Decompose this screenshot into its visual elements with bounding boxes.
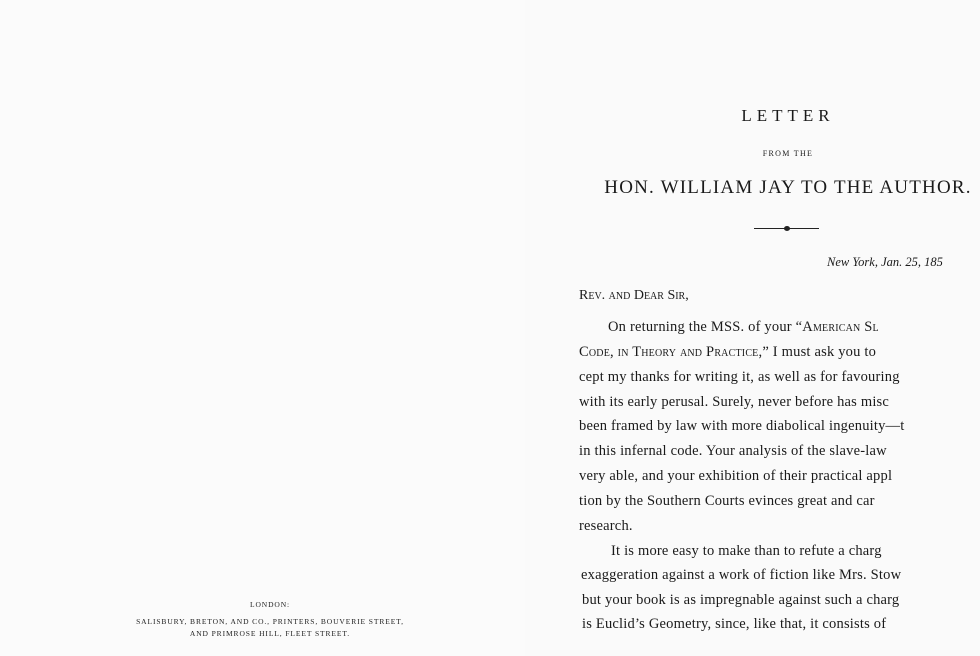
- body-line: On returning the MSS. of your “American Sl: [608, 319, 879, 335]
- imprint-city: LONDON:: [249, 600, 291, 609]
- body-line: Code, in Theory and Practice,” I must ask you to: [579, 344, 877, 360]
- imprint-address: AND PRIMROSE HILL, FLEET STREET.: [189, 629, 351, 638]
- from-the-label: FROM THE: [762, 149, 814, 158]
- salutation: Rev. and Dear Sir,: [579, 288, 689, 303]
- right-page: [528, 0, 980, 656]
- rule-ornament: [784, 226, 790, 231]
- body-line: in this infernal code. Your analysis of the slave-law: [579, 443, 887, 459]
- dateline: New York, Jan. 25, 185: [827, 255, 943, 269]
- body-line: is Euclid’s Geometry, since, like that, it consists of: [582, 616, 887, 632]
- body-line: very able, and your exhibition of their practical appl: [579, 468, 893, 484]
- body-line: tion by the Southern Courts evinces great and car: [579, 493, 875, 509]
- body-line: cept my thanks for writing it, as well as for favouring: [579, 369, 900, 385]
- letter-heading: LETTER: [741, 106, 835, 125]
- body-line: research.: [579, 518, 633, 534]
- imprint-printer: SALISBURY, BRETON, AND CO., PRINTERS, BOUVERIE STREET,: [136, 617, 404, 626]
- body-line: exaggeration against a work of fiction like Mrs. Stow: [581, 567, 902, 583]
- body-line: but your book is as impregnable against such a charg: [582, 592, 900, 608]
- author-line: HON. WILLIAM JAY TO THE AUTHOR.: [604, 177, 972, 198]
- body-line: with its early perusal. Surely, never before has misc: [579, 394, 890, 410]
- body-line: It is more easy to make than to refute a charg: [611, 543, 882, 559]
- body-line: been framed by law with more diabolical ingenuity—t: [579, 418, 905, 434]
